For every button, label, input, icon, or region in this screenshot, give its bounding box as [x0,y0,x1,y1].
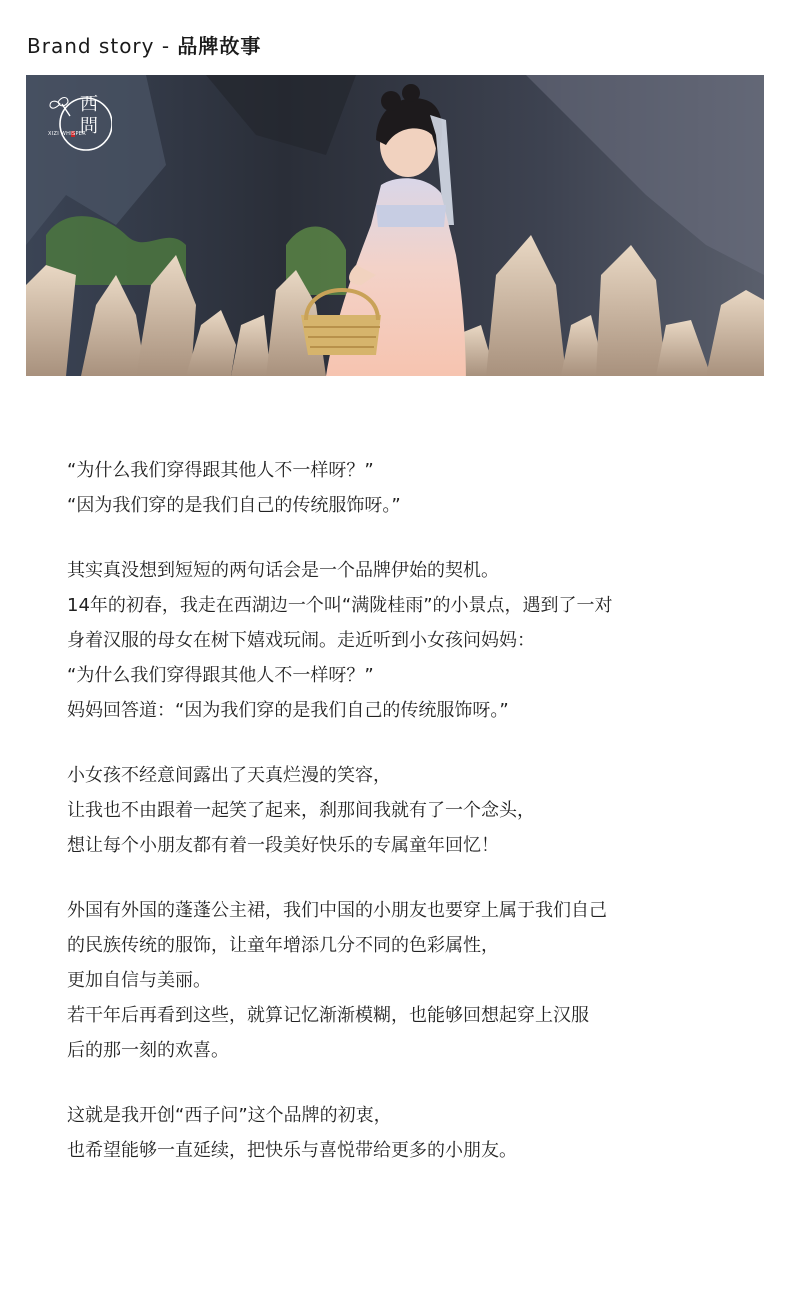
story-line: 后的那一刻的欢喜。 [67,1040,229,1061]
story-line: 让我也不由跟着一起笑了起来，刹那间我就有了一个念头， [67,800,535,821]
story-paragraph [67,893,747,1068]
story-line: 更加自信与美丽。 [67,970,211,991]
title-separator: - [154,34,178,58]
story-line: “为什么我们穿得跟其他人不一样呀？” [67,665,374,686]
story-line: 小女孩不经意间露出了天真烂漫的笑容， [67,765,391,786]
hero-image [26,75,764,376]
logo-char-bottom: 問 [80,116,98,137]
story-line: 外国有外国的蓬蓬公主裙，我们中国的小朋友也要穿上属于我们自己 [67,900,607,921]
brand-story-text [67,453,747,1198]
logo-english: XIZI WHISPER [48,131,86,137]
page-title [27,30,261,59]
story-paragraph [67,453,747,523]
story-line: 也希望能够一直延续，把快乐与喜悦带给更多的小朋友。 [67,1140,517,1161]
story-line: 若干年后再看到这些，就算记忆渐渐模糊，也能够回想起穿上汉服 [67,1005,589,1026]
hero-photo-illustration [26,75,764,376]
title-en: Brand story [27,34,155,58]
title-cn: 品牌故事 [177,34,262,58]
story-line: 其实真没想到短短的两句话会是一个品牌伊始的契机。 [67,560,499,581]
story-paragraph [67,1098,747,1168]
story-paragraph [67,758,747,863]
story-line: 这就是我开创“西子问”这个品牌的初衷， [67,1105,392,1126]
story-line: 身着汉服的母女在树下嬉戏玩闹。走近听到小女孩问妈妈： [67,630,535,651]
story-line: 14年的初春，我走在西湖边一个叫“满陇桂雨”的小景点，遇到了一对 [67,595,613,616]
story-line: 的民族传统的服饰，让童年增添几分不同的色彩属性， [67,935,499,956]
story-line: “为什么我们穿得跟其他人不一样呀？” [67,460,374,481]
story-line: 妈妈回答道：“因为我们穿的是我们自己的传统服饰呀。” [67,700,509,721]
story-line: 想让每个小朋友都有着一段美好快乐的专属童年回忆！ [67,835,499,856]
story-paragraph [67,553,747,728]
logo-char-top: 西 [80,94,98,115]
story-line: “因为我们穿的是我们自己的传统服饰呀。” [67,495,401,516]
